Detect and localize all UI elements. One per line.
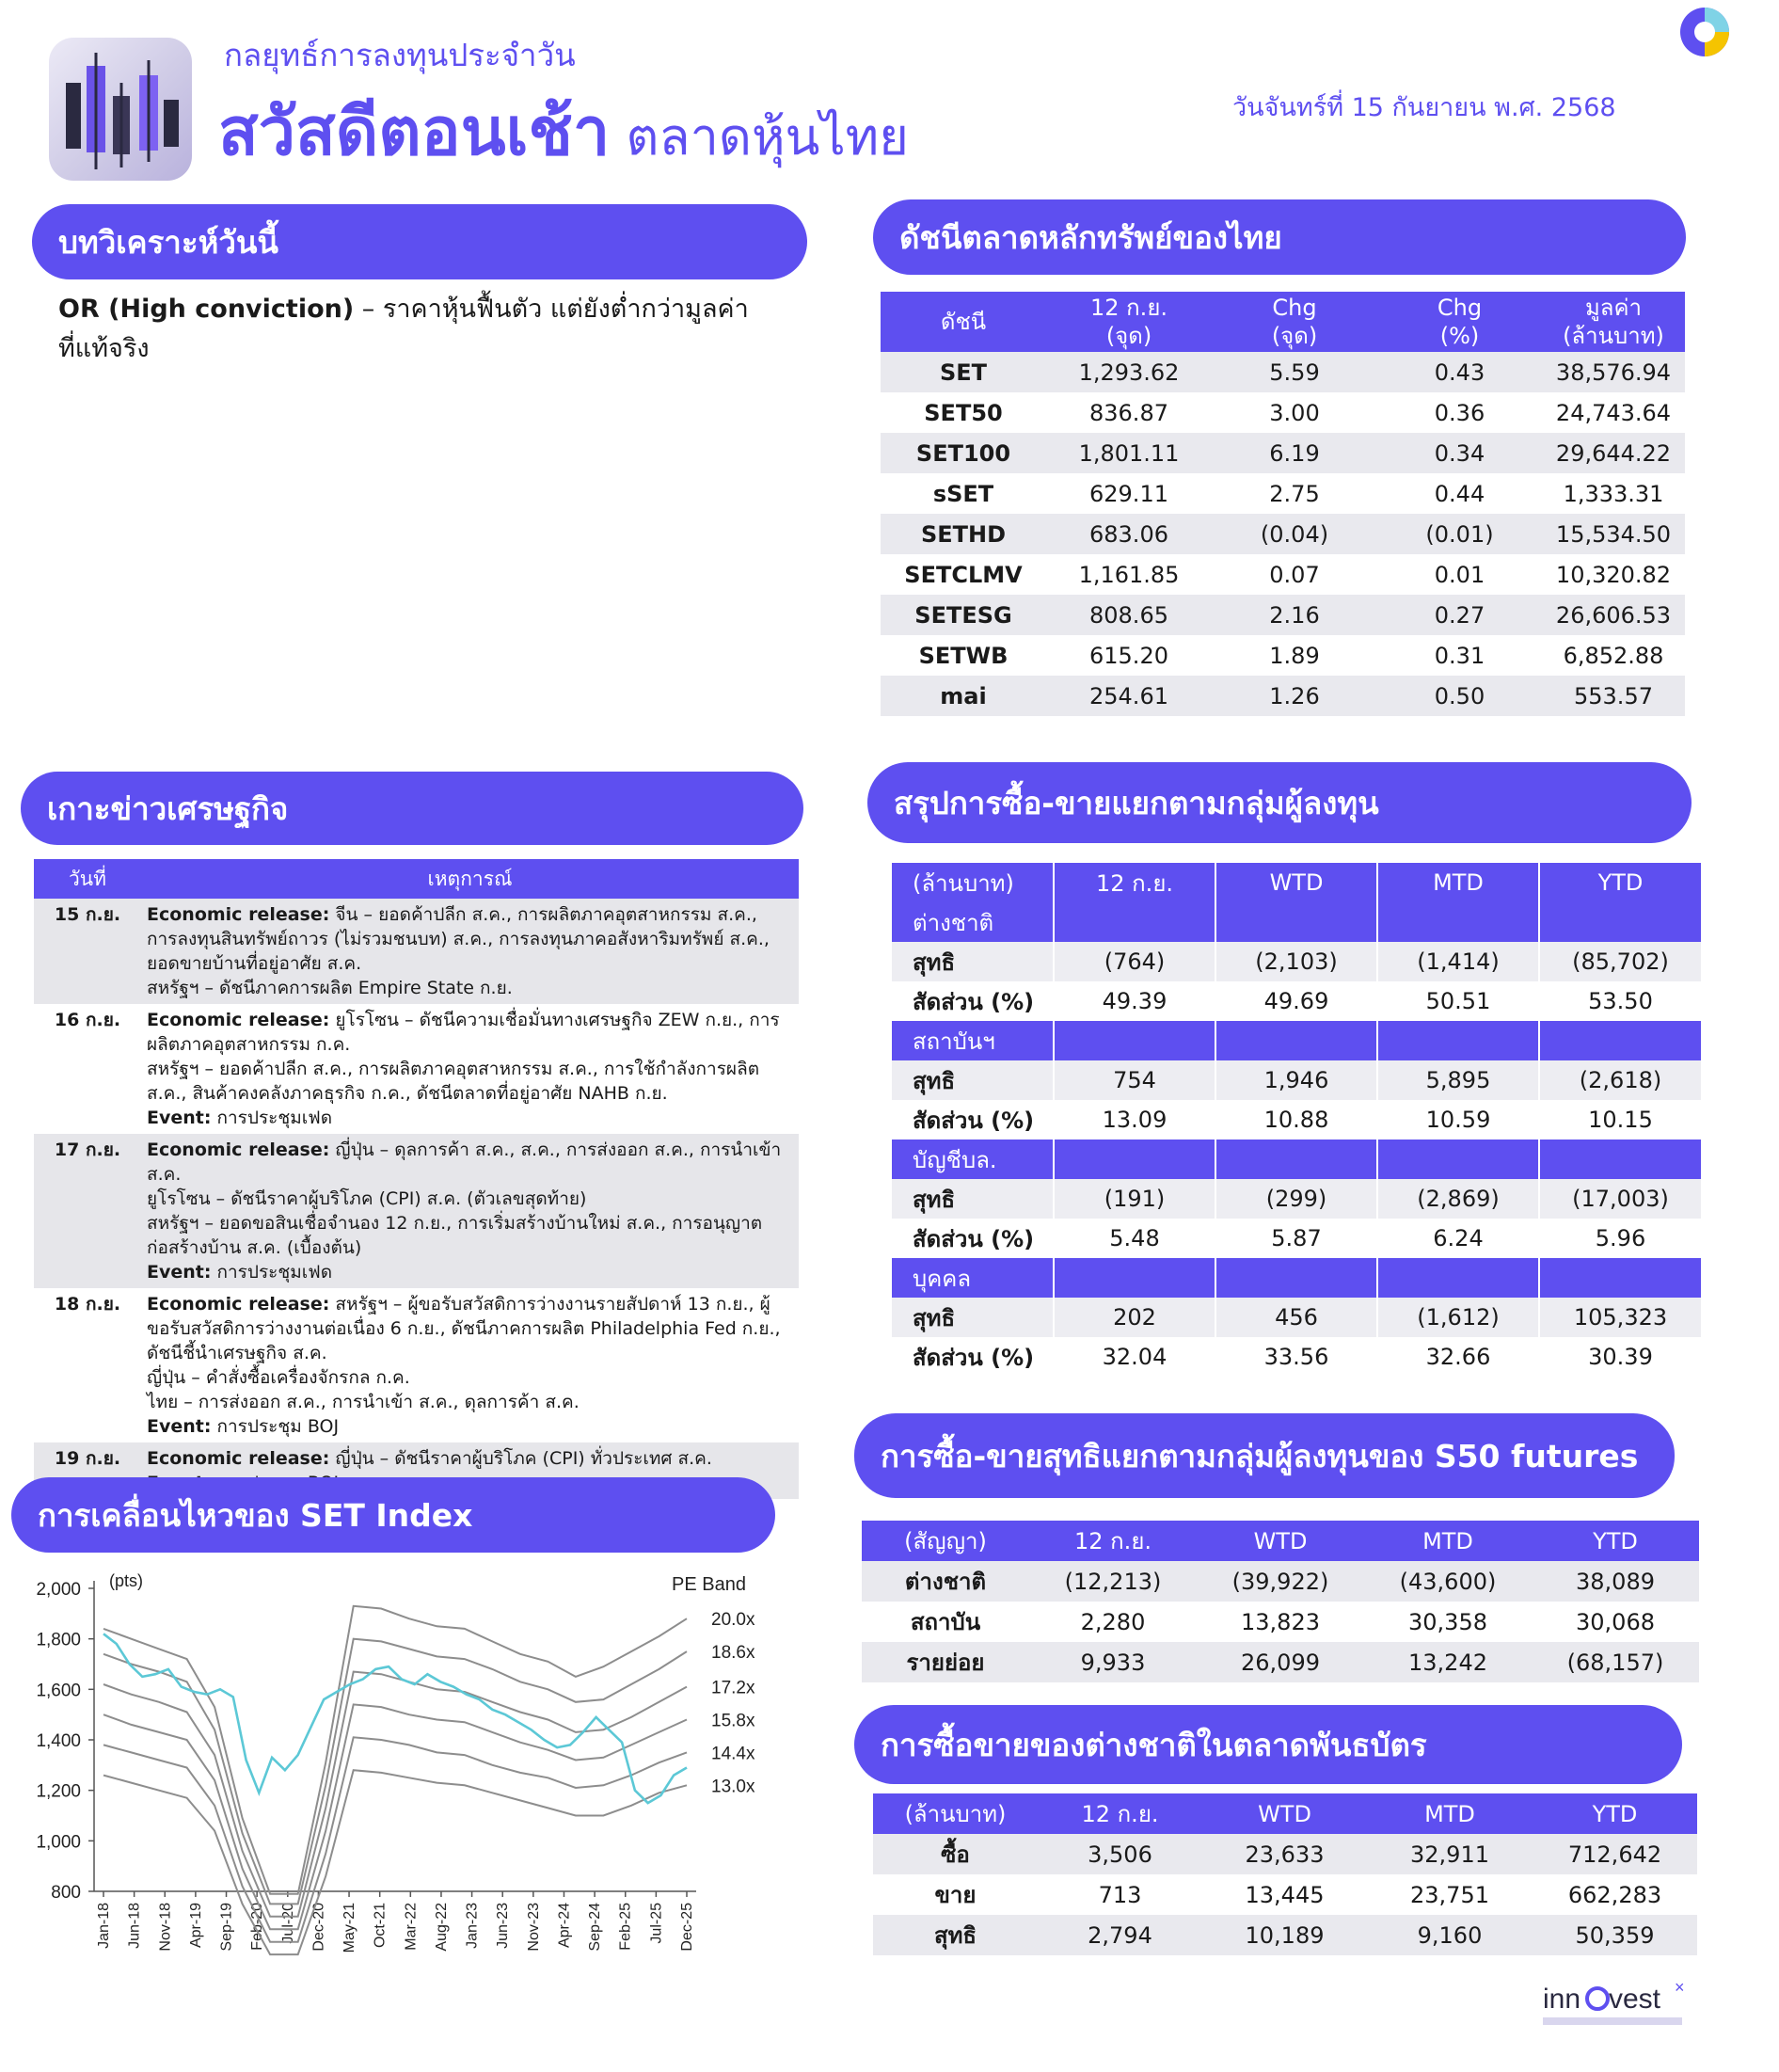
investor-col-header: WTD	[1215, 863, 1377, 902]
futures-row	[862, 1602, 1699, 1642]
investor-net-value: (2,103)	[1215, 942, 1377, 981]
chart-x-tick-label: Jan-23	[464, 1903, 481, 1949]
chart-series-pe-band	[103, 1704, 687, 1929]
chart-y-tick-label: 2,000	[36, 1580, 81, 1600]
investor-group-name: บัญชีบล.	[892, 1140, 1054, 1179]
futures-value-cell: 30,358	[1364, 1602, 1532, 1642]
investor-net-value: (1,612)	[1377, 1298, 1539, 1337]
futures-heading: การซื้อ-ขายสุทธิแยกตามกลุ่มผู้ลงทุนของ S50 futures	[854, 1413, 1675, 1498]
index-value-cell: 808.65	[1046, 595, 1212, 635]
analysis-text	[58, 290, 773, 369]
news-date-cell: 17 ก.ย.	[34, 1134, 141, 1288]
news-release-label: Economic release:	[147, 1010, 330, 1030]
index-value-cell: 10,320.82	[1542, 554, 1685, 595]
analysis-lead: OR (High conviction)	[58, 295, 355, 324]
bonds-col-header: MTD	[1367, 1793, 1533, 1834]
index-col-header: 12 ก.ย. (จุด)	[1046, 292, 1212, 352]
news-event-cell	[141, 1134, 799, 1288]
bonds-col-header: (ล้านบาท)	[873, 1793, 1038, 1834]
futures-value-cell: 13,242	[1364, 1642, 1532, 1682]
investor-share-value: 33.56	[1215, 1337, 1377, 1377]
chart-x-tick-label: May-21	[342, 1903, 358, 1953]
investor-share-value: 32.04	[1054, 1337, 1215, 1377]
investor-net-row	[892, 1060, 1701, 1100]
investor-group-row	[892, 902, 1701, 942]
index-value-cell: 0.27	[1377, 595, 1542, 635]
index-value-cell: 0.31	[1377, 635, 1542, 676]
news-release-label: Economic release:	[147, 1140, 330, 1160]
futures-table	[862, 1521, 1699, 1682]
investor-share-row	[892, 1337, 1701, 1377]
index-value-cell: 0.43	[1377, 352, 1542, 392]
investor-share-value: 5.48	[1054, 1219, 1215, 1258]
chart-y-tick-label: 800	[51, 1883, 81, 1903]
news-release-label: Economic release:	[147, 1448, 330, 1469]
chart-y-tick-label: 1,800	[36, 1630, 81, 1650]
investor-col-header: 12 ก.ย.	[1054, 863, 1215, 902]
index-col-header: ดัชนี	[881, 292, 1046, 352]
news-release-label: Economic release:	[147, 1294, 330, 1315]
index-value-cell: 0.36	[1377, 392, 1542, 433]
investor-group-spacer	[1377, 1021, 1539, 1060]
chart-x-tick-label: Aug-22	[433, 1903, 450, 1952]
index-value-cell: 615.20	[1046, 635, 1212, 676]
futures-label-cell: ต่างชาติ	[862, 1561, 1029, 1602]
index-value-cell: 1,161.85	[1046, 554, 1212, 595]
index-name-cell: SETCLMV	[881, 554, 1046, 595]
news-row	[34, 899, 799, 1004]
chart-band-label: 18.6x	[711, 1643, 755, 1664]
chart-x-tick-label: Dec-20	[310, 1903, 327, 1952]
investor-net-label: สุทธิ	[892, 1060, 1054, 1100]
index-value-cell: 0.07	[1212, 554, 1377, 595]
news-event-cell	[141, 899, 799, 1004]
brand-circle-icon	[1678, 6, 1731, 62]
index-value-cell: 0.34	[1377, 433, 1542, 473]
chart-x-tick-label: Jun-23	[495, 1903, 512, 1949]
news-release-text: จีน – ยอดค้าปลีก ส.ค., การผลิตภาคอุตสาหกรรม ส.ค., การลงทุนสินทรัพย์ถาวร (ไม่รวมชนบท) ส.ค., การลงทุนภาคอสังหาริมทรัพย์ ส.ค., ยอดขายบ้านที่อยู่อาศัย ส.ค. สหรัฐฯ – ดัชนีภาคการผลิต Empire State ก.ย.	[147, 904, 770, 998]
news-event-label: Event:	[147, 1108, 212, 1128]
index-value-cell: 6.19	[1212, 433, 1377, 473]
investor-share-label: สัดส่วน (%)	[892, 1100, 1054, 1140]
index-value-cell: 3.00	[1212, 392, 1377, 433]
investor-share-row	[892, 1100, 1701, 1140]
index-name-cell: SET50	[881, 392, 1046, 433]
index-name-cell: SETWB	[881, 635, 1046, 676]
chart-x-tick-label: Oct-21	[372, 1903, 389, 1949]
chart-x-tick-label: Jul-25	[648, 1903, 665, 1944]
investor-share-value: 5.87	[1215, 1219, 1377, 1258]
index-row	[881, 473, 1685, 514]
investor-net-row	[892, 1179, 1701, 1219]
investor-group-row	[892, 1258, 1701, 1298]
set-index-chart	[0, 1562, 781, 1957]
investor-share-value: 6.24	[1377, 1219, 1539, 1258]
chart-x-tick-label: Mar-22	[403, 1903, 420, 1951]
investor-net-value: 105,323	[1539, 1298, 1701, 1337]
investor-group-spacer	[1054, 1021, 1215, 1060]
index-col-header: มูลค่า (ล้านบาท)	[1542, 292, 1685, 352]
futures-value-cell: (12,213)	[1029, 1561, 1197, 1602]
header-logo-image	[49, 38, 192, 181]
index-value-cell: 2.16	[1212, 595, 1377, 635]
news-release-text: ญี่ปุ่น – ดุลการค้า ส.ค., ส.ค., การส่งออก ส.ค., การนำเข้า ส.ค. ยูโรโซน – ดัชนีราคาผู้บริโภค (CPI) ส.ค. (ตัวเลขสุดท้าย) สหรัฐฯ – ยอดขอสินเชื่อจำนอง 12 ก.ย., การเริ่มสร้างบ้านใหม่ ส.ค., การอนุญาตก่อสร้างบ้าน ส.ค. (เบื้องต้น)	[147, 1140, 782, 1258]
investor-net-row	[892, 942, 1701, 981]
futures-value-cell: (39,922)	[1197, 1561, 1364, 1602]
chart-x-tick-label: Apr-19	[187, 1903, 204, 1949]
chart-band-label: 20.0x	[711, 1610, 755, 1631]
investor-share-value: 10.88	[1215, 1100, 1377, 1140]
chart-x-tick-label: Jul-20	[279, 1903, 296, 1944]
investor-share-value: 53.50	[1539, 981, 1701, 1021]
bonds-col-header: YTD	[1533, 1793, 1697, 1834]
investor-share-value: 5.96	[1539, 1219, 1701, 1258]
chart-band-label: 17.2x	[711, 1678, 755, 1698]
chart-x-tick-label: Nov-23	[525, 1903, 542, 1952]
futures-col-header: (สัญญา)	[862, 1521, 1029, 1561]
index-name-cell: sSET	[881, 473, 1046, 514]
innovest-logo	[1543, 1980, 1693, 2040]
news-event-text: การประชุมเฟด	[211, 1262, 333, 1283]
investor-group-spacer	[1377, 1258, 1539, 1298]
investor-group-spacer	[1539, 1021, 1701, 1060]
index-value-cell: (0.04)	[1212, 514, 1377, 554]
bonds-label-cell: สุทธิ	[873, 1915, 1038, 1955]
index-value-cell: 1.26	[1212, 676, 1377, 716]
index-row	[881, 514, 1685, 554]
index-value-cell: (0.01)	[1377, 514, 1542, 554]
index-value-cell: 683.06	[1046, 514, 1212, 554]
page-title-sub: ตลาดหุ้นไทย	[626, 107, 909, 167]
index-row	[881, 554, 1685, 595]
bonds-value-cell: 712,642	[1533, 1834, 1697, 1874]
investor-net-value: (1,414)	[1377, 942, 1539, 981]
investor-net-row	[892, 1298, 1701, 1337]
bonds-value-cell: 9,160	[1367, 1915, 1533, 1955]
news-event-text: การประชุมเฟด	[211, 1108, 333, 1128]
analysis-heading: บทวิเคราะห์วันนี้	[32, 204, 807, 279]
news-event-label: Event:	[147, 1416, 212, 1437]
index-value-cell: 0.44	[1377, 473, 1542, 514]
investor-net-value: 1,946	[1215, 1060, 1377, 1100]
index-value-cell: 5.59	[1212, 352, 1377, 392]
futures-row	[862, 1561, 1699, 1602]
bonds-value-cell: 32,911	[1367, 1834, 1533, 1874]
index-col-header: Chg (%)	[1377, 292, 1542, 352]
investor-group-spacer	[1215, 1140, 1377, 1179]
investor-group-row	[892, 1140, 1701, 1179]
page-title	[218, 79, 909, 183]
chart-x-tick-label: Sep-19	[218, 1903, 235, 1952]
news-date-cell: 16 ก.ย.	[34, 1004, 141, 1134]
investor-net-value: (85,702)	[1539, 942, 1701, 981]
chart-x-tick-label: Sep-24	[587, 1903, 604, 1952]
investor-net-value: 202	[1054, 1298, 1215, 1337]
investor-group-spacer	[1054, 1140, 1215, 1179]
investor-net-value: (17,003)	[1539, 1179, 1701, 1219]
news-event-cell	[141, 1288, 799, 1442]
investor-net-value: (191)	[1054, 1179, 1215, 1219]
chart-x-tick-label: Jun-18	[126, 1903, 143, 1949]
investor-net-value: 5,895	[1377, 1060, 1539, 1100]
news-row	[34, 1288, 799, 1442]
investor-share-label: สัดส่วน (%)	[892, 1337, 1054, 1377]
index-value-cell: 629.11	[1046, 473, 1212, 514]
investor-share-row	[892, 1219, 1701, 1258]
investor-share-value: 49.39	[1054, 981, 1215, 1021]
index-value-cell: 15,534.50	[1542, 514, 1685, 554]
investor-group-name: บุคคล	[892, 1258, 1054, 1298]
index-row	[881, 433, 1685, 473]
investor-summary-table	[892, 863, 1701, 1377]
investor-share-label: สัดส่วน (%)	[892, 1219, 1054, 1258]
investor-share-row	[892, 981, 1701, 1021]
svg-text:vest: vest	[1609, 1984, 1661, 2015]
investor-share-value: 10.15	[1539, 1100, 1701, 1140]
futures-value-cell: (43,600)	[1364, 1561, 1532, 1602]
chart-y-tick-label: 1,600	[36, 1681, 81, 1701]
analysis-body: – ราคาหุ้นฟื้นตัว แต่ยังต่ำกว่ามูลค่าที่แท้จริง	[58, 295, 749, 363]
investor-share-value: 10.59	[1377, 1100, 1539, 1140]
news-row	[34, 1134, 799, 1288]
investor-group-spacer	[1215, 1258, 1377, 1298]
chart-y-tick-label: 1,400	[36, 1731, 81, 1751]
futures-value-cell: 26,099	[1197, 1642, 1364, 1682]
chart-band-label: 15.8x	[711, 1711, 755, 1731]
news-event-label: Event:	[147, 1262, 212, 1283]
investor-group-spacer	[1377, 1140, 1539, 1179]
svg-text:×: ×	[1675, 1980, 1685, 1997]
bonds-value-cell: 23,633	[1202, 1834, 1367, 1874]
investor-group-row	[892, 1021, 1701, 1060]
page-title-main: สวัสดีตอนเช้า	[218, 93, 611, 170]
futures-value-cell: 2,280	[1029, 1602, 1197, 1642]
investor-share-value: 49.69	[1215, 981, 1377, 1021]
investor-net-value: 754	[1054, 1060, 1215, 1100]
chart-series-pe-band	[103, 1606, 687, 1894]
index-value-cell: 1,801.11	[1046, 433, 1212, 473]
investor-group-spacer	[1539, 1140, 1701, 1179]
index-name-cell: SETHD	[881, 514, 1046, 554]
chart-y-tick-label: 1,200	[36, 1781, 81, 1802]
index-value-cell: 0.50	[1377, 676, 1542, 716]
index-value-cell: 1.89	[1212, 635, 1377, 676]
index-value-cell: 553.57	[1542, 676, 1685, 716]
news-date-cell: 18 ก.ย.	[34, 1288, 141, 1442]
bonds-table	[873, 1793, 1697, 1955]
news-release-text: ญี่ปุ่น – ดัชนีราคาผู้บริโภค (CPI) ทั่วประเทศ ส.ค.	[329, 1448, 712, 1469]
investor-net-label: สุทธิ	[892, 942, 1054, 981]
news-calendar	[34, 859, 799, 1499]
chart-x-tick-label: Dec-25	[679, 1903, 695, 1952]
news-release-text: ยูโรโซน – ดัชนีความเชื่อมั่นทางเศรษฐกิจ ZEW ก.ย., การผลิตภาคอุตสาหกรรม ก.ค. สหรัฐฯ – ยอดค้าปลีก ส.ค., การผลิตภาคอุตสาหกรรม ส.ค., การใช้กำลังการผลิต ส.ค., สินค้าคงคลังภาคธุรกิจ ก.ค., ดัชนีตลาดที่อยู่อาศัย NAHB ก.ย.	[147, 1010, 780, 1104]
bonds-value-cell: 23,751	[1367, 1874, 1533, 1915]
investor-net-label: สุทธิ	[892, 1179, 1054, 1219]
bonds-value-cell: 713	[1038, 1874, 1202, 1915]
bonds-value-cell: 10,189	[1202, 1915, 1367, 1955]
index-name-cell: mai	[881, 676, 1046, 716]
bonds-row	[873, 1874, 1697, 1915]
chart-x-tick-label: Nov-18	[157, 1903, 174, 1952]
report-date: วันจันทร์ที่ 15 กันยายน พ.ศ. 2568	[1232, 93, 1616, 122]
index-value-cell: 1,333.31	[1542, 473, 1685, 514]
index-table-heading: ดัชนีตลาดหลักทรัพย์ของไทย	[873, 199, 1686, 275]
news-event-text: การประชุม BOJ	[211, 1416, 340, 1437]
chart-band-label: 13.0x	[711, 1777, 755, 1797]
index-name-cell: SET100	[881, 433, 1046, 473]
chart-legend-title: PE Band	[672, 1574, 746, 1595]
news-release-text: สหรัฐฯ – ผู้ขอรับสวัสดิการว่างงานรายสัปดาห์ 13 ก.ย., ผู้ขอรับสวัสดิการว่างงานต่อเนื่อง 6 ก.ย., ดัชนีภาคการผลิต Philadelphia Fed ก.ย., ดัชนีชี้นำเศรษฐกิจ ส.ค. ญี่ปุ่น – คำสั่งซื้อเครื่องจักรกล ก.ค. ไทย – การส่งออก ส.ค., การนำเข้า ส.ค., ดุลการค้า ส.ค.	[147, 1294, 781, 1412]
investor-share-value: 32.66	[1377, 1337, 1539, 1377]
news-event-cell	[141, 1004, 799, 1134]
investor-col-header: (ล้านบาท)	[892, 863, 1054, 902]
index-col-header: Chg (จุด)	[1212, 292, 1377, 352]
chart-x-tick-label: Feb-25	[617, 1903, 634, 1951]
bonds-col-header: WTD	[1202, 1793, 1367, 1834]
bonds-label-cell: ซื้อ	[873, 1834, 1038, 1874]
investor-group-name: ต่างชาติ	[892, 902, 1054, 942]
investor-col-header: YTD	[1539, 863, 1701, 902]
futures-row	[862, 1642, 1699, 1682]
index-value-cell: 254.61	[1046, 676, 1212, 716]
investor-share-value: 13.09	[1054, 1100, 1215, 1140]
news-heading: เกาะข่าวเศรษฐกิจ	[21, 772, 803, 845]
index-row	[881, 595, 1685, 635]
futures-col-header: MTD	[1364, 1521, 1532, 1561]
investor-group-name: สถาบันฯ	[892, 1021, 1054, 1060]
futures-col-header: WTD	[1197, 1521, 1364, 1561]
index-name-cell: SET	[881, 352, 1046, 392]
futures-value-cell: 38,089	[1532, 1561, 1699, 1602]
index-name-cell: SETESG	[881, 595, 1046, 635]
bonds-value-cell: 50,359	[1533, 1915, 1697, 1955]
futures-value-cell: 9,933	[1029, 1642, 1197, 1682]
futures-value-cell: 30,068	[1532, 1602, 1699, 1642]
bonds-value-cell: 3,506	[1038, 1834, 1202, 1874]
investor-group-spacer	[1215, 1021, 1377, 1060]
investor-group-spacer	[1215, 902, 1377, 942]
bonds-row	[873, 1915, 1697, 1955]
news-col-event: เหตุการณ์	[141, 859, 799, 899]
news-row	[34, 1004, 799, 1134]
index-value-cell: 38,576.94	[1542, 352, 1685, 392]
chart-band-label: 14.4x	[711, 1744, 755, 1764]
futures-label-cell: รายย่อย	[862, 1642, 1029, 1682]
bonds-heading: การซื้อขายของต่างชาติในตลาดพันธบัตร	[854, 1705, 1682, 1784]
header-kicker: กลยุทธ์การลงทุนประจำวัน	[224, 37, 576, 73]
index-table	[881, 292, 1685, 716]
svg-text:inn: inn	[1543, 1984, 1581, 2015]
index-value-cell: 6,852.88	[1542, 635, 1685, 676]
bonds-label-cell: ขาย	[873, 1874, 1038, 1915]
investor-col-header: MTD	[1377, 863, 1539, 902]
investor-net-value: (299)	[1215, 1179, 1377, 1219]
investor-group-spacer	[1377, 902, 1539, 942]
investor-net-value: 456	[1215, 1298, 1377, 1337]
index-value-cell: 836.87	[1046, 392, 1212, 433]
bonds-value-cell: 2,794	[1038, 1915, 1202, 1955]
chart-x-tick-label: Jan-18	[96, 1903, 112, 1949]
investor-net-value: (2,618)	[1539, 1060, 1701, 1100]
chart-heading: การเคลื่อนไหวของ SET Index	[11, 1477, 775, 1553]
chart-x-tick-label: Feb-20	[249, 1903, 266, 1951]
index-value-cell: 26,606.53	[1542, 595, 1685, 635]
chart-x-tick-label: Apr-24	[556, 1903, 573, 1949]
index-row	[881, 392, 1685, 433]
investor-net-value: (764)	[1054, 942, 1215, 981]
bonds-col-header: 12 ก.ย.	[1038, 1793, 1202, 1834]
investor-group-spacer	[1539, 902, 1701, 942]
investor-group-spacer	[1539, 1258, 1701, 1298]
index-row	[881, 676, 1685, 716]
news-col-date: วันที่	[34, 859, 141, 899]
investor-share-value: 50.51	[1377, 981, 1539, 1021]
futures-value-cell: (68,157)	[1532, 1642, 1699, 1682]
investor-group-spacer	[1054, 1258, 1215, 1298]
news-date-cell: 19 ก.ย.	[34, 1442, 141, 1499]
bonds-value-cell: 662,283	[1533, 1874, 1697, 1915]
index-value-cell: 1,293.62	[1046, 352, 1212, 392]
investor-net-value: (2,869)	[1377, 1179, 1539, 1219]
bonds-value-cell: 13,445	[1202, 1874, 1367, 1915]
futures-col-header: 12 ก.ย.	[1029, 1521, 1197, 1561]
investor-group-spacer	[1054, 902, 1215, 942]
bonds-row	[873, 1834, 1697, 1874]
index-row	[881, 635, 1685, 676]
futures-label-cell: สถาบัน	[862, 1602, 1029, 1642]
futures-col-header: YTD	[1532, 1521, 1699, 1561]
investor-net-label: สุทธิ	[892, 1298, 1054, 1337]
futures-value-cell: 13,823	[1197, 1602, 1364, 1642]
index-row	[881, 352, 1685, 392]
investor-header-row	[892, 863, 1701, 902]
index-value-cell: 29,644.22	[1542, 433, 1685, 473]
investor-summary-heading: สรุปการซื้อ-ขายแยกตามกลุ่มผู้ลงทุน	[867, 762, 1692, 843]
investor-share-label: สัดส่วน (%)	[892, 981, 1054, 1021]
chart-series-pe-band	[103, 1672, 687, 1917]
index-value-cell: 2.75	[1212, 473, 1377, 514]
index-value-cell: 0.01	[1377, 554, 1542, 595]
chart-y-tick-label: 1,000	[36, 1832, 81, 1853]
chart-y-unit-label: (pts)	[109, 1571, 143, 1590]
index-value-cell: 24,743.64	[1542, 392, 1685, 433]
news-date-cell: 15 ก.ย.	[34, 899, 141, 1004]
news-release-label: Economic release:	[147, 904, 330, 925]
investor-share-value: 30.39	[1539, 1337, 1701, 1377]
